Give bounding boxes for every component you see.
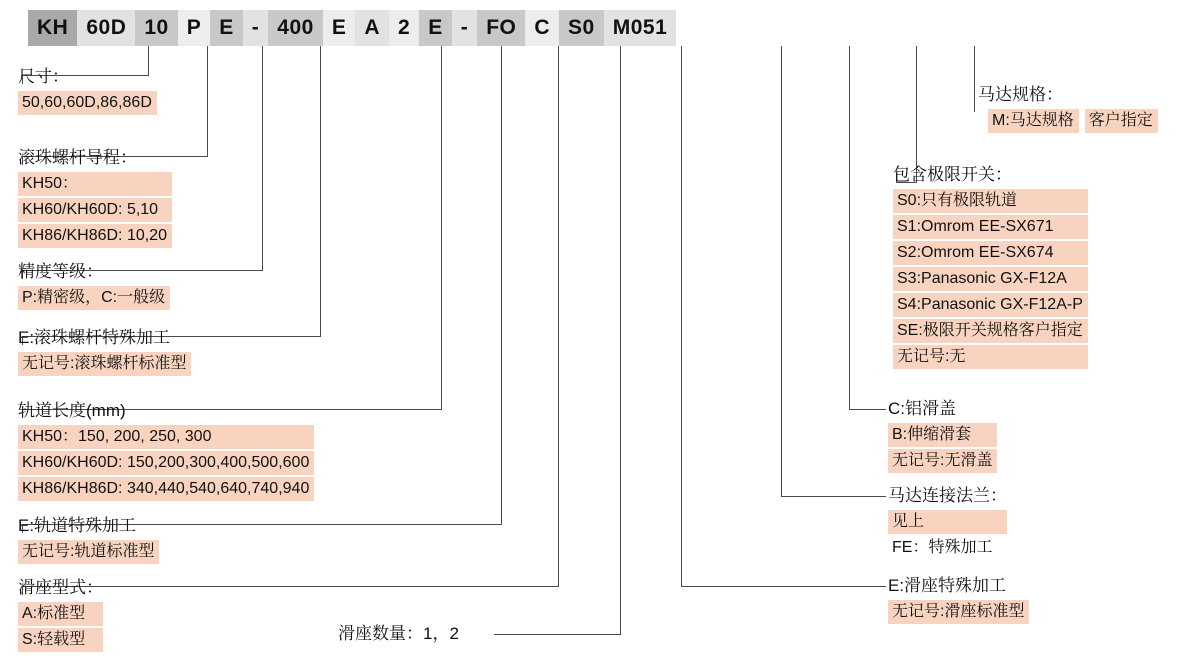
product-code-strip bbox=[28, 10, 676, 46]
label-title-slider-special: E:滑座特殊加工 bbox=[888, 576, 1007, 595]
code-cell-dash-2: - bbox=[452, 10, 478, 46]
leader-line-screw-special-vertical bbox=[320, 46, 321, 336]
code-cell-slider-type: A bbox=[355, 10, 389, 46]
label-value-limit-switch-2: S2:Omrom EE-SX674 bbox=[893, 241, 1088, 265]
label-block-slider-special bbox=[888, 575, 1029, 626]
code-cell-accuracy: P bbox=[178, 10, 211, 46]
label-value-rail-length-2: KH86/KH86D: 340,440,540,640,740,940 bbox=[18, 477, 314, 501]
label-block-limit-switch bbox=[893, 164, 1088, 371]
label-value-limit-switch-6: 无记号:无 bbox=[893, 345, 1088, 369]
label-title-rail-special: E:轨道特殊加工 bbox=[18, 516, 137, 535]
label-value-limit-switch-3: S3:Panasonic GX-F12A bbox=[893, 267, 1088, 291]
label-block-rail-special bbox=[18, 515, 159, 566]
label-value-motor-spec-1: 客户指定 bbox=[1085, 109, 1158, 133]
label-title-lead: 滚珠螺杆导程： bbox=[18, 148, 137, 167]
label-value-lead-1: KH60/KH60D: 5,10 bbox=[18, 198, 172, 222]
label-block-flange bbox=[888, 485, 1007, 562]
code-cell-rail-length: 400 bbox=[268, 10, 323, 46]
code-cell-screw-special: E bbox=[210, 10, 243, 46]
leader-line-motor-spec-vertical bbox=[974, 46, 975, 112]
label-value-lead-2: KH86/KH86D: 10,20 bbox=[18, 224, 172, 248]
code-cell-limit-switch: S0 bbox=[559, 10, 604, 46]
label-block-slider-count bbox=[338, 623, 459, 648]
label-title-cover: C:铝滑盖 bbox=[888, 399, 956, 418]
code-cell-flange: FO bbox=[477, 10, 525, 46]
label-title-motor-spec: 马达规格： bbox=[978, 85, 1063, 104]
label-value-motor-spec-0: M:马达规格 bbox=[988, 109, 1079, 133]
label-title-accuracy: 精度等级： bbox=[18, 262, 103, 281]
leader-line-slider-count-vertical bbox=[620, 46, 621, 634]
leader-line-slider-special-vertical bbox=[681, 46, 682, 586]
leader-line-lead-vertical bbox=[207, 46, 208, 156]
label-title-slider-type: 滑座型式： bbox=[18, 578, 103, 597]
leader-line-flange-horizontal bbox=[781, 496, 886, 497]
label-value-limit-switch-1: S1:Omrom EE-SX671 bbox=[893, 215, 1088, 239]
code-cell-size: 60D bbox=[77, 10, 135, 46]
label-value-limit-switch-0: S0:只有极限轨道 bbox=[893, 189, 1088, 213]
leader-line-rail-special-vertical bbox=[501, 46, 502, 524]
leader-line-cover-horizontal bbox=[849, 409, 886, 410]
code-cell-cover: C bbox=[525, 10, 559, 46]
code-cell-lead: 10 bbox=[135, 10, 177, 46]
label-value-flange-1: FE：特殊加工 bbox=[892, 539, 993, 556]
label-value-size-0: 50,60,60D,86,86D bbox=[18, 91, 157, 115]
label-block-slider-type bbox=[18, 577, 103, 654]
label-title-size: 尺寸： bbox=[18, 67, 69, 86]
label-title-slider-count: 滑座数量：1，2 bbox=[338, 624, 459, 643]
label-block-accuracy bbox=[18, 261, 170, 312]
code-cell-series: KH bbox=[28, 10, 77, 46]
code-cell-motor-spec: M051 bbox=[604, 10, 677, 46]
label-title-limit-switch: 包含极限开关： bbox=[893, 165, 1012, 184]
label-block-size bbox=[18, 66, 157, 117]
label-value-rail-special-0: 无记号:轨道标准型 bbox=[18, 540, 159, 564]
label-value-cover-1: 无记号:无滑盖 bbox=[888, 449, 997, 473]
label-value-limit-switch-5: SE:极限开关规格客户指定 bbox=[893, 319, 1088, 343]
leader-line-cover-vertical bbox=[849, 46, 850, 409]
label-value-slider-type-0: A:标准型 bbox=[18, 602, 103, 626]
label-value-rail-length-1: KH60/KH60D: 150,200,300,400,500,600 bbox=[18, 451, 314, 475]
label-value-lead-0: KH50： bbox=[18, 172, 172, 196]
label-block-cover bbox=[888, 398, 997, 475]
code-cell-slider-count: 2 bbox=[389, 10, 419, 46]
label-value-screw-special-0: 无记号:滚珠螺杆标准型 bbox=[18, 352, 191, 376]
label-value-slider-type-1: S:轻载型 bbox=[18, 628, 103, 652]
leader-line-slider-type-vertical bbox=[558, 46, 559, 586]
label-title-screw-special: E:滚珠螺杆特殊加工 bbox=[18, 328, 171, 347]
leader-line-slider-count-horizontal bbox=[494, 634, 621, 635]
label-value-limit-switch-4: S4:Panasonic GX-F12A-P bbox=[893, 293, 1088, 317]
label-value-cover-0: B:伸缩滑套 bbox=[888, 423, 997, 447]
code-cell-dash-1: - bbox=[243, 10, 269, 46]
label-value-slider-special-0: 无记号:滑座标准型 bbox=[888, 600, 1029, 624]
label-value-accuracy-0: P:精密级，C:一般级 bbox=[18, 286, 170, 310]
leader-line-accuracy-vertical bbox=[262, 46, 263, 270]
label-block-rail-length bbox=[18, 400, 314, 503]
leader-line-rail-length-vertical bbox=[441, 46, 442, 409]
label-value-flange-0: 见上 bbox=[888, 510, 1007, 534]
code-cell-slider-special: E bbox=[419, 10, 452, 46]
label-block-screw-special bbox=[18, 327, 191, 378]
leader-line-slider-special-horizontal bbox=[681, 586, 886, 587]
code-cell-rail-special: E bbox=[323, 10, 356, 46]
label-block-lead bbox=[18, 147, 172, 250]
label-title-rail-length: 轨道长度(mm) bbox=[18, 401, 126, 420]
leader-line-limit-switch-vertical bbox=[916, 46, 917, 182]
label-block-motor-spec bbox=[978, 84, 1158, 135]
label-value-rail-length-0: KH50：150, 200, 250, 300 bbox=[18, 425, 314, 449]
leader-line-flange-vertical bbox=[781, 46, 782, 496]
label-title-flange: 马达连接法兰： bbox=[888, 486, 1007, 505]
